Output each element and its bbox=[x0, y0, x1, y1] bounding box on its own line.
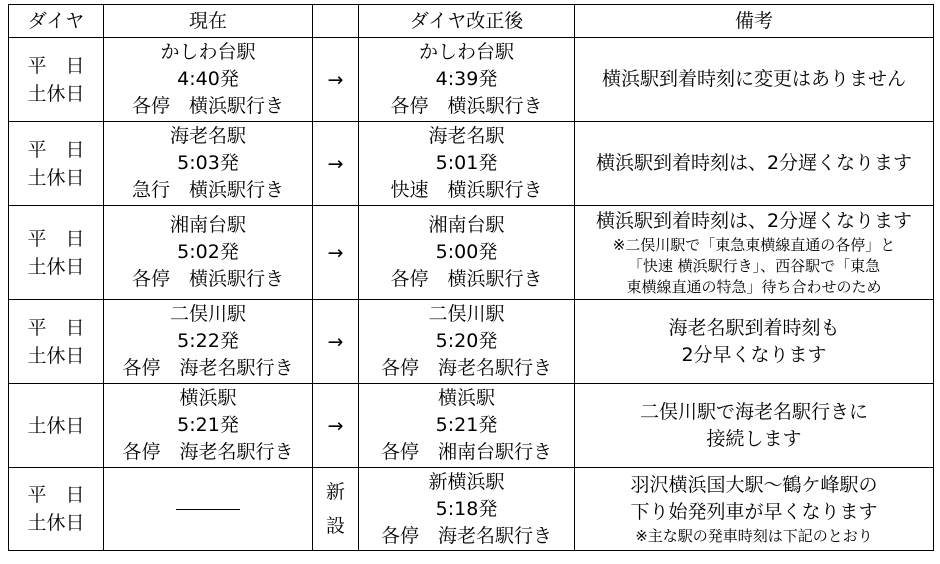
remark-text: 下り始発列車が早くなります bbox=[630, 500, 878, 523]
current-time: 5:21発 bbox=[177, 414, 239, 436]
revised-station: かしわ台駅 bbox=[418, 41, 514, 63]
revised-train: 各停 海老名駅行き bbox=[380, 524, 552, 547]
table-row bbox=[9, 468, 934, 551]
revised-time: 5:18発 bbox=[435, 497, 498, 520]
dia-label: 平 日 bbox=[27, 138, 85, 161]
remarks-cell bbox=[575, 300, 934, 384]
dia-cell bbox=[9, 384, 104, 468]
remarks-cell bbox=[575, 468, 934, 551]
header-row bbox=[9, 5, 934, 38]
dia-label: 平 日 bbox=[27, 227, 85, 250]
remark-note: 「快速 横浜駅行き」、西谷駅で「東急 bbox=[627, 256, 881, 275]
revised-cell bbox=[359, 206, 575, 300]
revised-cell bbox=[359, 468, 575, 551]
header-remarks: 備考 bbox=[575, 5, 934, 38]
dia-cell bbox=[9, 122, 104, 206]
revised-time: 5:00発 bbox=[435, 241, 498, 263]
none-dash bbox=[176, 509, 240, 510]
remarks-cell bbox=[575, 384, 934, 468]
current-train: 急行 横浜駅行き bbox=[131, 179, 284, 201]
revised-time: 5:21発 bbox=[435, 414, 498, 436]
dia-label: 土休日 bbox=[27, 166, 85, 189]
arrow-cell bbox=[313, 300, 359, 384]
current-train: 各停 海老名駅行き bbox=[122, 357, 294, 379]
current-cell bbox=[104, 122, 313, 206]
table-row bbox=[9, 38, 934, 122]
remark-text: 羽沢横浜国大駅～鶴ケ峰駅の bbox=[630, 473, 878, 496]
header-current: 現在 bbox=[104, 5, 313, 38]
arrow-cell bbox=[313, 38, 359, 122]
table-row bbox=[9, 384, 934, 468]
current-station: 二俣川駅 bbox=[169, 303, 246, 325]
revised-train: 各停 海老名駅行き bbox=[380, 357, 552, 379]
right-arrow-icon: → bbox=[327, 330, 344, 353]
revised-train: 各停 湘南台駅行き bbox=[380, 441, 552, 463]
current-train: 各停 海老名駅行き bbox=[122, 441, 294, 463]
dia-cell bbox=[9, 38, 104, 122]
right-arrow-icon: → bbox=[327, 68, 344, 91]
current-cell bbox=[104, 468, 313, 551]
dia-label: 土休日 bbox=[27, 512, 85, 534]
dia-label: 平 日 bbox=[27, 484, 85, 506]
new-mark-cell bbox=[313, 468, 359, 551]
current-station: 横浜駅 bbox=[179, 387, 237, 409]
remark-note: ※主な駅の発車時刻は下記のとおり bbox=[635, 526, 873, 545]
dia-cell bbox=[9, 468, 104, 551]
table-row bbox=[9, 300, 934, 384]
arrow-cell bbox=[313, 206, 359, 300]
new-mark: 設 bbox=[325, 515, 345, 537]
header-arrow bbox=[313, 5, 359, 38]
dia-label: 土休日 bbox=[27, 414, 85, 437]
current-cell bbox=[104, 384, 313, 468]
revised-cell bbox=[359, 38, 575, 122]
current-train: 各停 横浜駅行き bbox=[131, 268, 284, 290]
current-station: 湘南台駅 bbox=[169, 214, 246, 236]
remark-text: 横浜駅到着時刻に変更はありません bbox=[601, 68, 906, 90]
remark-text: 2分早くなります bbox=[681, 343, 827, 366]
current-station: 海老名駅 bbox=[169, 125, 246, 147]
current-cell bbox=[104, 300, 313, 384]
current-time: 5:03発 bbox=[177, 152, 239, 174]
current-station: かしわ台駅 bbox=[160, 41, 256, 63]
revised-train: 各停 横浜駅行き bbox=[390, 95, 543, 117]
remark-text: 海老名駅到着時刻も bbox=[668, 316, 840, 339]
revised-station: 新横浜駅 bbox=[428, 470, 505, 493]
revised-station: 二俣川駅 bbox=[428, 303, 505, 325]
current-time: 4:40発 bbox=[177, 68, 239, 90]
current-time: 5:02発 bbox=[177, 241, 239, 263]
revised-time: 4:39発 bbox=[435, 68, 498, 90]
current-cell bbox=[104, 38, 313, 122]
revised-station: 海老名駅 bbox=[428, 125, 505, 147]
timetable bbox=[8, 4, 934, 551]
remark-text: 横浜駅到着時刻は、2分遅くなります bbox=[595, 209, 913, 232]
revised-cell bbox=[359, 384, 575, 468]
arrow-cell bbox=[313, 384, 359, 468]
right-arrow-icon: → bbox=[327, 414, 344, 437]
revised-cell bbox=[359, 122, 575, 206]
table-row bbox=[9, 206, 934, 300]
right-arrow-icon: → bbox=[327, 152, 344, 175]
dia-label: 平 日 bbox=[27, 54, 85, 77]
remark-text: 二俣川駅で海老名駅行きに bbox=[639, 400, 868, 423]
table-row bbox=[9, 122, 934, 206]
current-time: 5:22発 bbox=[177, 330, 239, 352]
revised-train: 各停 横浜駅行き bbox=[390, 268, 543, 290]
remarks-cell bbox=[575, 206, 934, 300]
dia-label: 土休日 bbox=[27, 82, 85, 105]
current-cell bbox=[104, 206, 313, 300]
dia-label: 土休日 bbox=[27, 255, 85, 278]
dia-label: 平 日 bbox=[27, 316, 85, 339]
remarks-cell bbox=[575, 38, 934, 122]
remark-note: 東横線直通の特急」待ち合わせのため bbox=[626, 277, 882, 296]
revised-station: 横浜駅 bbox=[437, 387, 495, 409]
dia-cell bbox=[9, 206, 104, 300]
header-dia: ダイヤ bbox=[9, 5, 104, 38]
right-arrow-icon: → bbox=[327, 241, 344, 264]
remark-text: 接続します bbox=[706, 427, 802, 450]
new-mark: 新 bbox=[325, 481, 345, 503]
current-train: 各停 横浜駅行き bbox=[131, 95, 284, 117]
revised-time: 5:20発 bbox=[435, 330, 498, 352]
dia-cell bbox=[9, 300, 104, 384]
remark-text: 横浜駅到着時刻は、2分遅くなります bbox=[595, 152, 913, 174]
revised-train: 快速 横浜駅行き bbox=[390, 179, 543, 201]
arrow-cell bbox=[313, 122, 359, 206]
remark-note: ※二俣川駅で「東急東横線直通の各停」と bbox=[612, 235, 896, 254]
header-revised: ダイヤ改正後 bbox=[359, 5, 575, 38]
remarks-cell bbox=[575, 122, 934, 206]
revised-cell bbox=[359, 300, 575, 384]
dia-label: 土休日 bbox=[27, 344, 85, 367]
revised-station: 湘南台駅 bbox=[428, 214, 505, 236]
revised-time: 5:01発 bbox=[435, 152, 498, 174]
